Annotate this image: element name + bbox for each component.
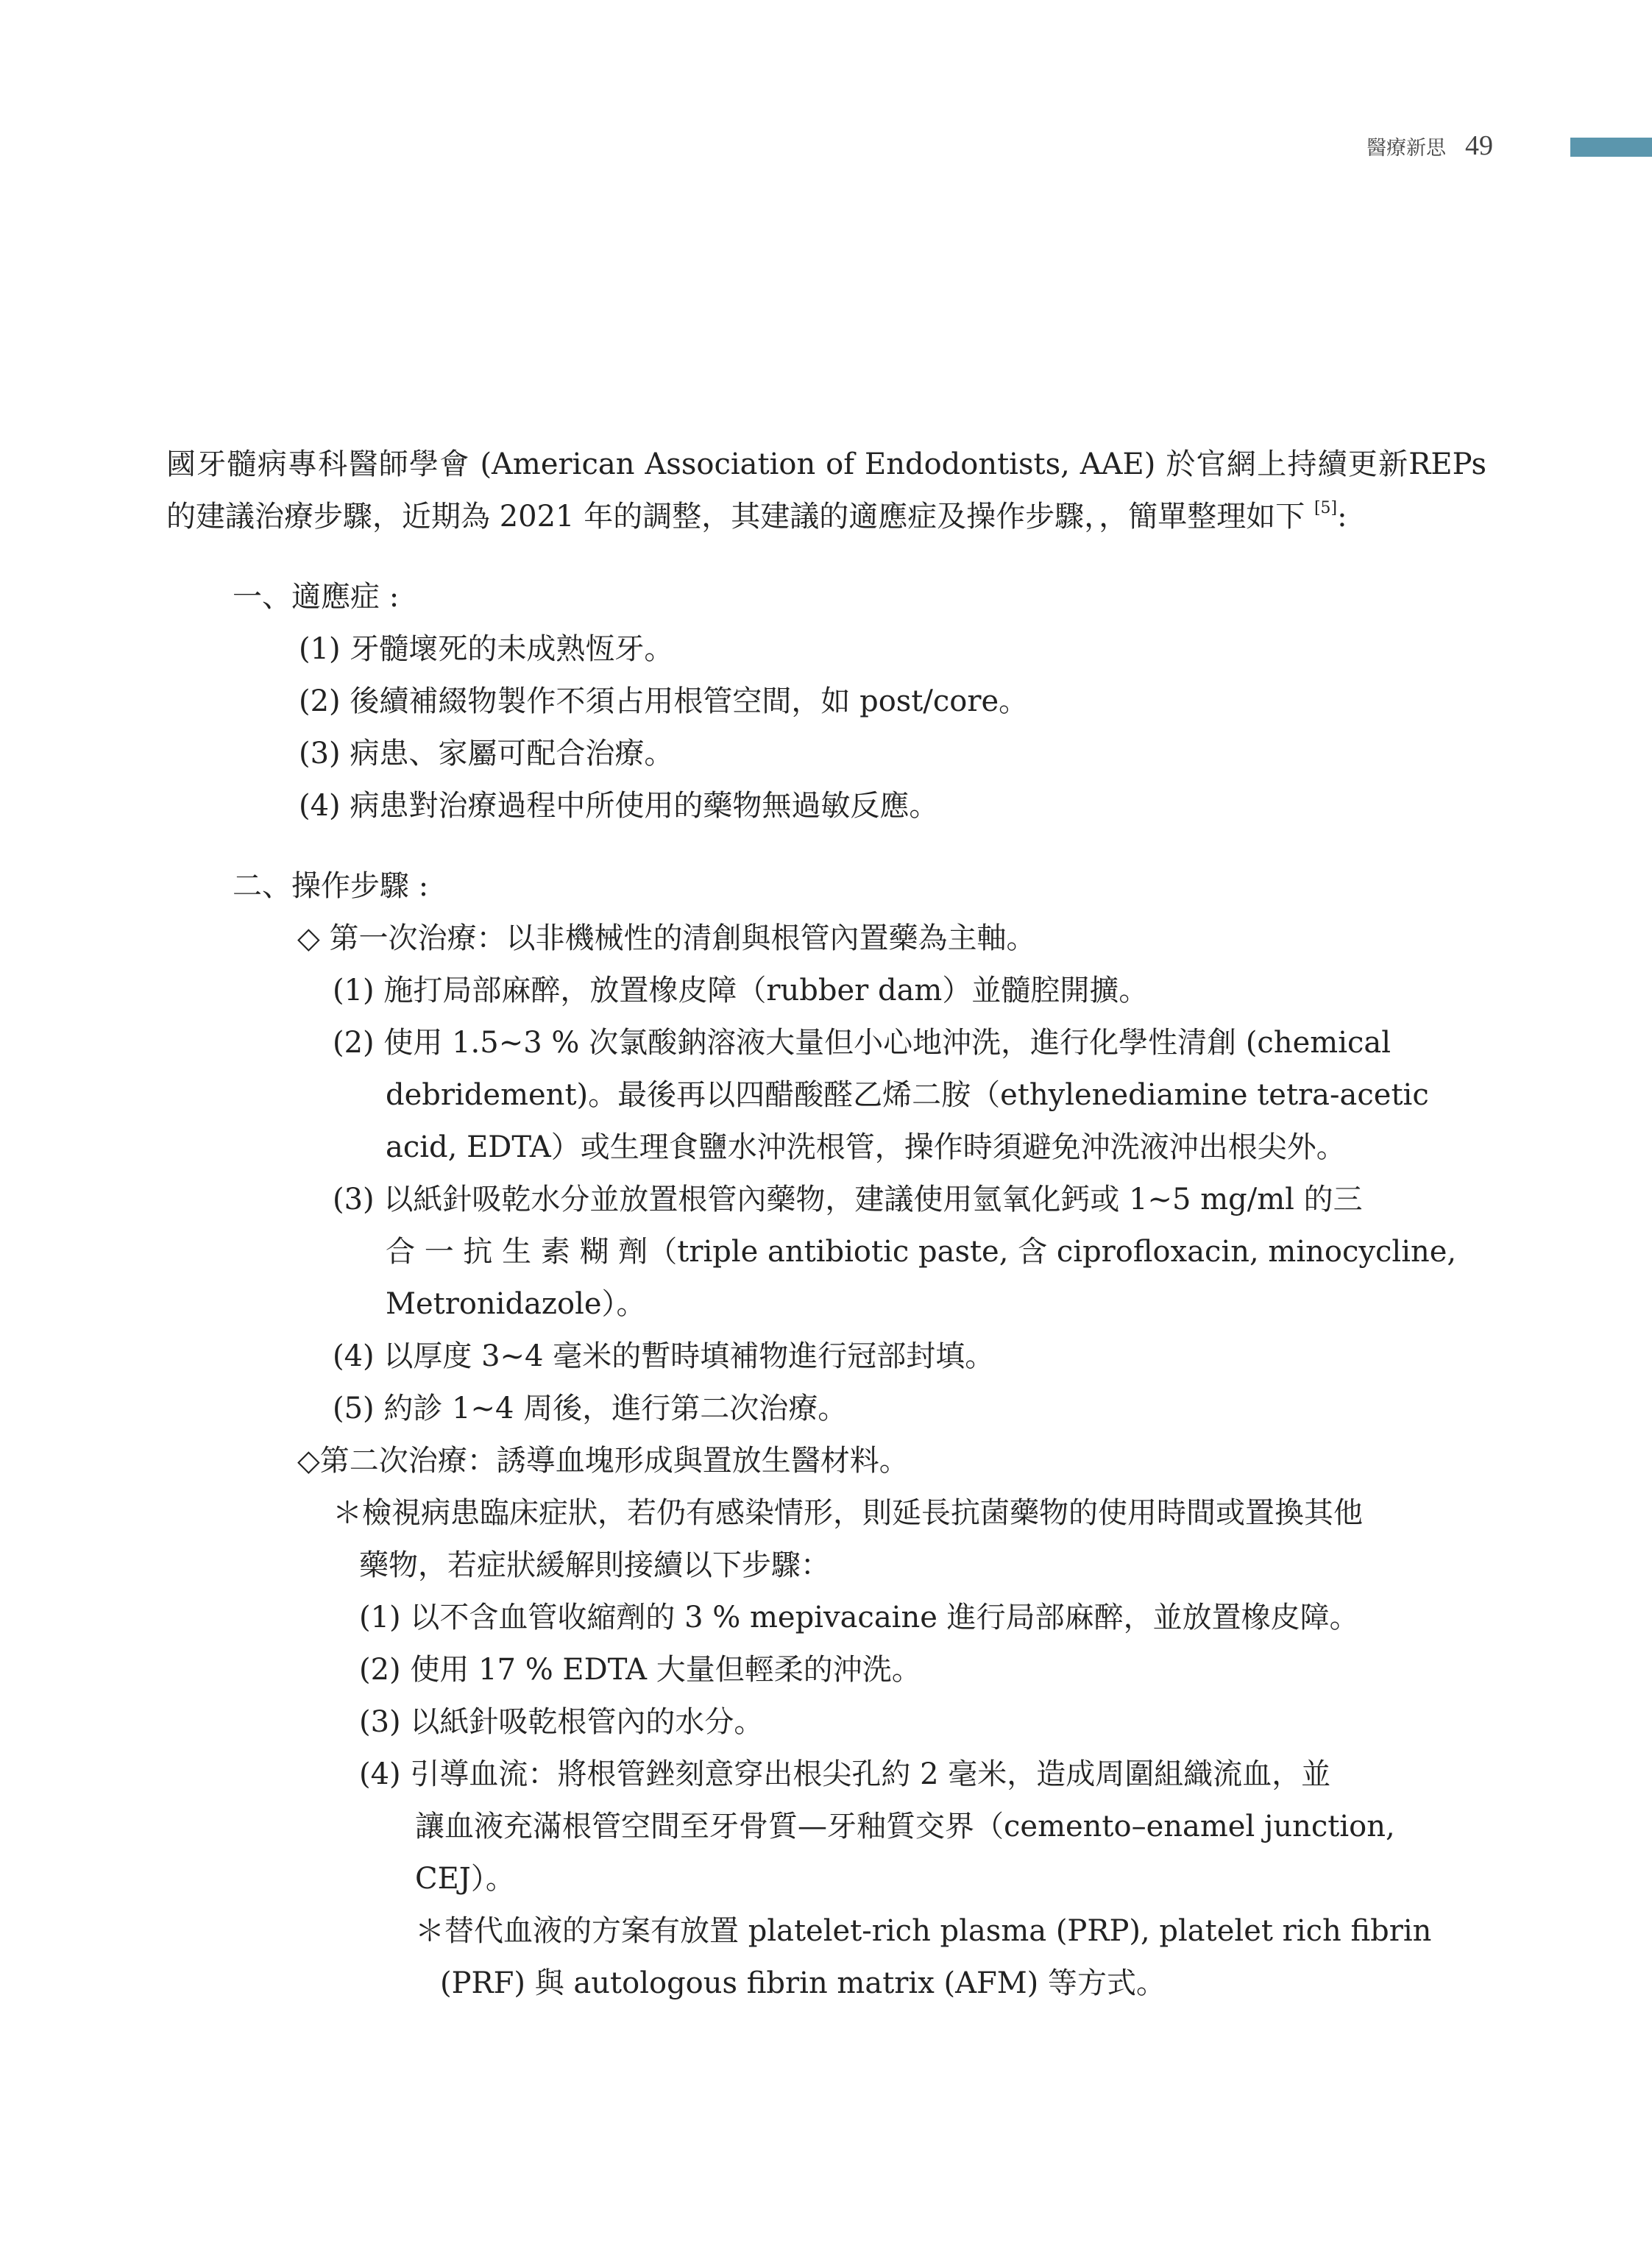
page-number: 49 <box>1465 130 1493 161</box>
first-visit-step-continuation: debridement)。最後再以四醋酸醛乙烯二胺（ethylenediamine tetra-acetic <box>386 1078 1429 1112</box>
indications-heading: 一、適應症 : <box>233 580 400 614</box>
page-edge-tab <box>1570 138 1652 157</box>
intro-text: 國牙髓病專科醫師學會 (American Association of Endodontists, AAE) 於官網上持續更新REPs 的建議治療步驟，近期為 2021 年的調整，其建議的適應症及操作步驟，，簡單整理如下 <box>166 447 1486 534</box>
intro-paragraph <box>166 439 1486 543</box>
indication-item: (3) 病患、家屬可配合治療。 <box>299 737 674 771</box>
indication-item: (4) 病患對治療過程中所使用的藥物無過敏反應。 <box>299 789 939 823</box>
second-visit-step: (2) 使用 17 % EDTA 大量但輕柔的沖洗。 <box>359 1653 921 1687</box>
second-visit-note-continuation: 藥物，若症狀緩解則接續以下步驟： <box>359 1548 830 1582</box>
indication-item: (1) 牙髓壞死的未成熟恆牙。 <box>299 632 674 666</box>
first-visit-step: (5) 約診 1~4 周後，進行第二次治療。 <box>333 1392 848 1425</box>
second-visit-step-continuation: 讓血液充滿根管空間至牙骨質—牙釉質交界（cemento–enamel junction, <box>415 1810 1395 1843</box>
first-visit-step: (2) 使用 1.5~3 % 次氯酸鈉溶液大量但小心地沖洗，進行化學性清創 (chemical <box>333 1026 1392 1060</box>
first-visit-step: (1) 施打局部麻醉，放置橡皮障（rubber dam）並髓腔開擴。 <box>333 974 1149 1007</box>
first-visit-step: (4) 以厚度 3~4 毫米的暫時填補物進行冠部封填。 <box>333 1339 995 1373</box>
blood-alternative-note-continuation: (PRF) 與 autologous fibrin matrix (AFM) 等方式。 <box>440 1966 1166 2000</box>
first-visit-step-continuation: acid, EDTA）或生理食鹽水沖洗根管，操作時須避免沖洗液沖出根尖外。 <box>386 1130 1346 1164</box>
second-visit-heading: ◇第二次治療：誘導血塊形成與置放生醫材料。 <box>297 1444 909 1478</box>
first-visit-step-continuation: 合 一 抗 生 素 糊 劑（triple antibiotic paste, 含 ciprofloxacin, minocycline, <box>386 1235 1457 1269</box>
citation-mark: [5] <box>1314 499 1338 517</box>
first-visit-step-continuation: Metronidazole）。 <box>386 1287 646 1321</box>
second-visit-step: (1) 以不含血管收縮劑的 3 % mepivacaine 進行局部麻醉，並放置橡皮障。 <box>359 1601 1359 1634</box>
article-body <box>166 439 1486 2010</box>
procedure-heading: 二、操作步驟 : <box>233 869 429 903</box>
first-visit-heading: ◇ 第一次治療：以非機械性的清創與根管內置藥為主軸。 <box>297 921 1036 955</box>
journal-title: 醫療新思 <box>1366 137 1446 160</box>
first-visit-step: (3) 以紙針吸乾水分並放置根管內藥物，建議使用氫氧化鈣或 1~5 mg/ml 的三 <box>333 1183 1363 1216</box>
blood-alternative-note: ＊替代血液的方案有放置 platelet-rich plasma (PRP), platelet rich fibrin <box>415 1914 1432 1948</box>
running-header <box>1366 130 1493 165</box>
second-visit-note: ＊檢視病患臨床症狀，若仍有感染情形，則延長抗菌藥物的使用時間或置換其他 <box>333 1496 1363 1530</box>
second-visit-step-continuation: CEJ）。 <box>415 1862 515 1896</box>
second-visit-step: (3) 以紙針吸乾根管內的水分。 <box>359 1705 764 1739</box>
indication-item: (2) 後續補綴物製作不須占用根管空間，如 post/core。 <box>299 684 1029 718</box>
intro-colon: : <box>1337 500 1347 534</box>
second-visit-step: (4) 引導血流：將根管銼刻意穿出根尖孔約 2 毫米，造成周圍組織流血，並 <box>359 1757 1331 1791</box>
